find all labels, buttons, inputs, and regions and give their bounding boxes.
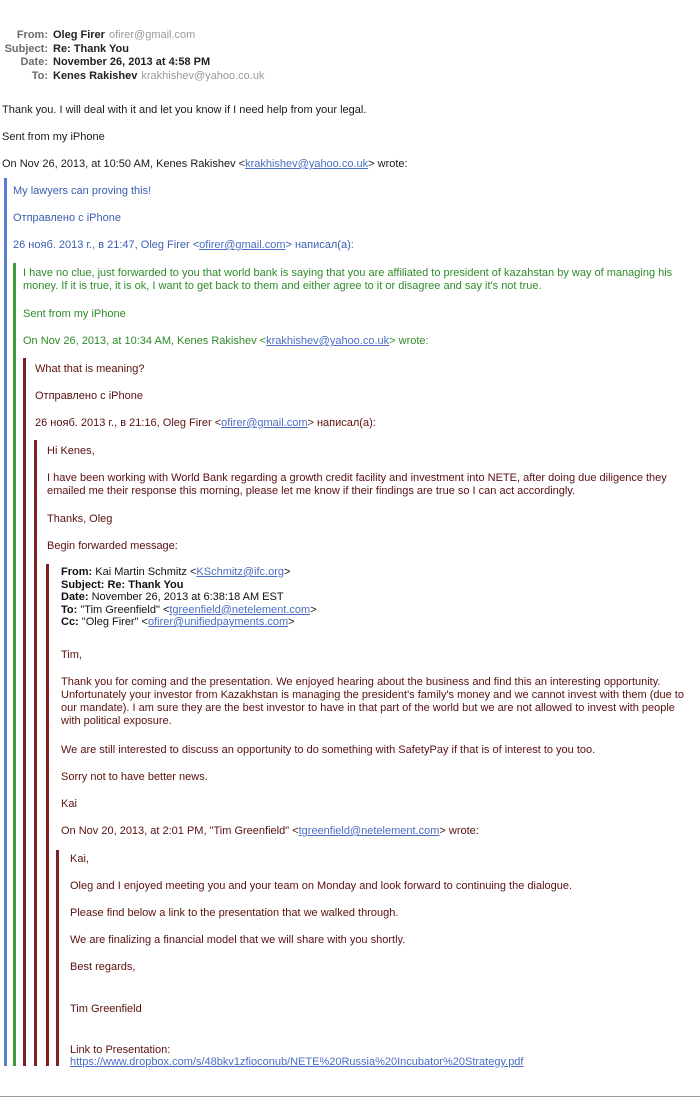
level4-forward-note: Begin forwarded message: [47, 540, 178, 552]
level4-greeting: Hi Kenes, [47, 445, 95, 457]
level1-signature: Отправлено с iPhone [13, 212, 121, 224]
fwd-cc-label: Cc: [61, 616, 79, 628]
level6-link-label: Link to Presentation: [70, 1044, 171, 1056]
fwd-date: November 26, 2013 at 6:38:18 AM EST [91, 591, 284, 603]
fwd-subject-row [61, 579, 317, 592]
header-from-row [0, 29, 320, 43]
quote-bar-red-3 [46, 564, 49, 1066]
header-subject-label: Subject: [4, 42, 48, 55]
fwd-to-email[interactable]: tgreenfield@netelement.com [169, 603, 311, 616]
fwd-to-name: "Tim Greenfield" < [80, 603, 170, 616]
quote-header-5 [61, 825, 479, 837]
email-header [0, 29, 320, 83]
header-to-email[interactable]: krakhishev@yahoo.co.uk [141, 69, 265, 82]
quote-header-1 [13, 239, 354, 251]
fwd-from-close: > [283, 566, 291, 578]
header-from-email[interactable]: ofirer@gmail.com [108, 29, 196, 41]
quote-header-2-pre: On Nov 26, 2013, at 10:34 AM, Kenes Rakishev < [23, 335, 267, 347]
header-to-row [0, 70, 320, 84]
reply-body: Thank you. I will deal with it and let you know if I need help from your legal. [2, 104, 367, 116]
quote-header-5-post: > wrote: [439, 825, 479, 837]
quote-bar-red-1 [23, 358, 26, 1066]
quote-header-3 [35, 417, 376, 429]
fwd-to-label: To: [61, 603, 78, 616]
fwd-cc-email[interactable]: ofirer@unifiedpayments.com [148, 616, 289, 628]
level1-body: My lawyers can proving this! [13, 185, 152, 197]
level4-thanks: Thanks, Oleg [47, 513, 113, 525]
quote-header-5-pre: On Nov 20, 2013, at 2:01 PM, "Tim Greenfield" < [61, 825, 299, 837]
quote-bar-red-4 [56, 850, 59, 1066]
header-date: November 26, 2013 at 4:58 PM [53, 56, 211, 68]
quote-header-1-pre: 26 нояб. 2013 г., в 21:47, Oleg Firer < [13, 239, 200, 251]
header-date-row [0, 56, 320, 70]
level3-body: What that is meaning? [35, 363, 145, 375]
level2-body: I have no clue, just forwarded to you that world bank is saying that you are affiliated to president of kazahstan by way of managing his money. If it is true, it is ok, I want to get back to them and either agree to it or disagree and say it's not true. [23, 267, 673, 292]
quote-header-0-email[interactable]: krakhishev@yahoo.co.uk [245, 158, 369, 170]
fwd-date-label: Date: [61, 591, 89, 603]
quote-header-3-post: > написал(а): [307, 417, 376, 429]
level6-closing: Best regards, [70, 961, 136, 973]
level4-body: I have been working with World Bank regarding a growth credit facility and investment into NETE, after doing due diligence they emailed me their response this morning, please let me know if their findings are true so I can act accordingly. [47, 472, 667, 497]
quote-header-0 [2, 158, 408, 170]
presentation-link-wrap [70, 1057, 695, 1068]
presentation-link[interactable]: https://www.dropbox.com/s/48bkv1zfioconub/NETE%20Russia%20Incubator%20Strategy.pdf [70, 1057, 524, 1068]
header-subject: Re: Thank You [53, 42, 129, 55]
level6-para3: We are finalizing a financial model that we will share with you shortly. [70, 934, 406, 946]
level5-para1: Thank you for coming and the presentation. We enjoyed hearing about the business and find this an interesting opportunity. Unfortunately your investor from Kazakhstan is managing the president's family's money and we cannot invest with them (due to our mandate). I am sure they are the best investor to have in that part of the world but we are not allowed to invest with people with political exposure. [61, 676, 684, 727]
level5-greeting: Tim, [61, 649, 82, 661]
quote-bar-red-2 [34, 440, 37, 1066]
fwd-to-close: > [310, 603, 317, 616]
header-to-name: Kenes Rakishev [53, 69, 138, 82]
quote-header-0-pre: On Nov 26, 2013, at 10:50 AM, Kenes Rakishev < [2, 158, 246, 170]
fwd-date-row [61, 591, 317, 604]
level5-signature: Kai [61, 798, 77, 810]
fwd-from-row [61, 566, 317, 579]
quote-header-5-email[interactable]: tgreenfield@netelement.com [298, 825, 440, 837]
reply-signature: Sent from my iPhone [2, 131, 105, 143]
fwd-subject-label: Subject: [61, 578, 105, 591]
fwd-from-label: From: [61, 566, 93, 578]
quote-header-0-post: > wrote: [368, 158, 408, 170]
fwd-cc-row [61, 616, 317, 629]
fwd-to-row [61, 604, 317, 617]
level2-signature: Sent from my iPhone [23, 308, 126, 320]
quote-header-2 [23, 335, 429, 347]
header-date-label: Date: [20, 56, 48, 68]
header-to-label: To: [31, 69, 48, 82]
fwd-from-email[interactable]: KSchmitz@ifc.org [196, 566, 284, 578]
quote-header-3-email[interactable]: ofirer@gmail.com [221, 417, 308, 429]
level6-para2: Please find below a link to the presentation that we walked through. [70, 907, 399, 919]
quote-bar-blue [4, 178, 7, 1066]
level5-para2: We are still interested to discuss an opportunity to do something with SafetyPay if that is of interest to you too. [61, 744, 596, 756]
header-from-name: Oleg Firer [53, 29, 105, 41]
header-subject-row [0, 43, 320, 57]
fwd-from-name: Kai Martin Schmitz < [95, 566, 197, 578]
page-bottom-divider [0, 1096, 700, 1097]
quote-header-2-email[interactable]: krakhishev@yahoo.co.uk [266, 335, 390, 347]
fwd-cc-close: > [288, 616, 295, 628]
forwarded-header [61, 566, 317, 629]
quote-header-1-post: > написал(а): [285, 239, 354, 251]
quote-header-2-post: > wrote: [389, 335, 429, 347]
fwd-subject: Re: Thank You [107, 578, 184, 591]
quote-header-1-email[interactable]: ofirer@gmail.com [199, 239, 286, 251]
header-from-label: From: [16, 29, 48, 41]
quote-bar-green [13, 263, 16, 1066]
level5-para3: Sorry not to have better news. [61, 771, 208, 783]
level6-greeting: Kai, [70, 853, 89, 865]
level6-para1: Oleg and I enjoyed meeting you and your team on Monday and look forward to continuing the dialogue. [70, 880, 573, 892]
level6-name: Tim Greenfield [70, 1003, 142, 1015]
fwd-cc-name: "Oleg Firer" < [81, 616, 148, 628]
level3-signature: Отправлено с iPhone [35, 390, 143, 402]
quote-header-3-pre: 26 нояб. 2013 г., в 21:16, Oleg Firer < [35, 417, 222, 429]
